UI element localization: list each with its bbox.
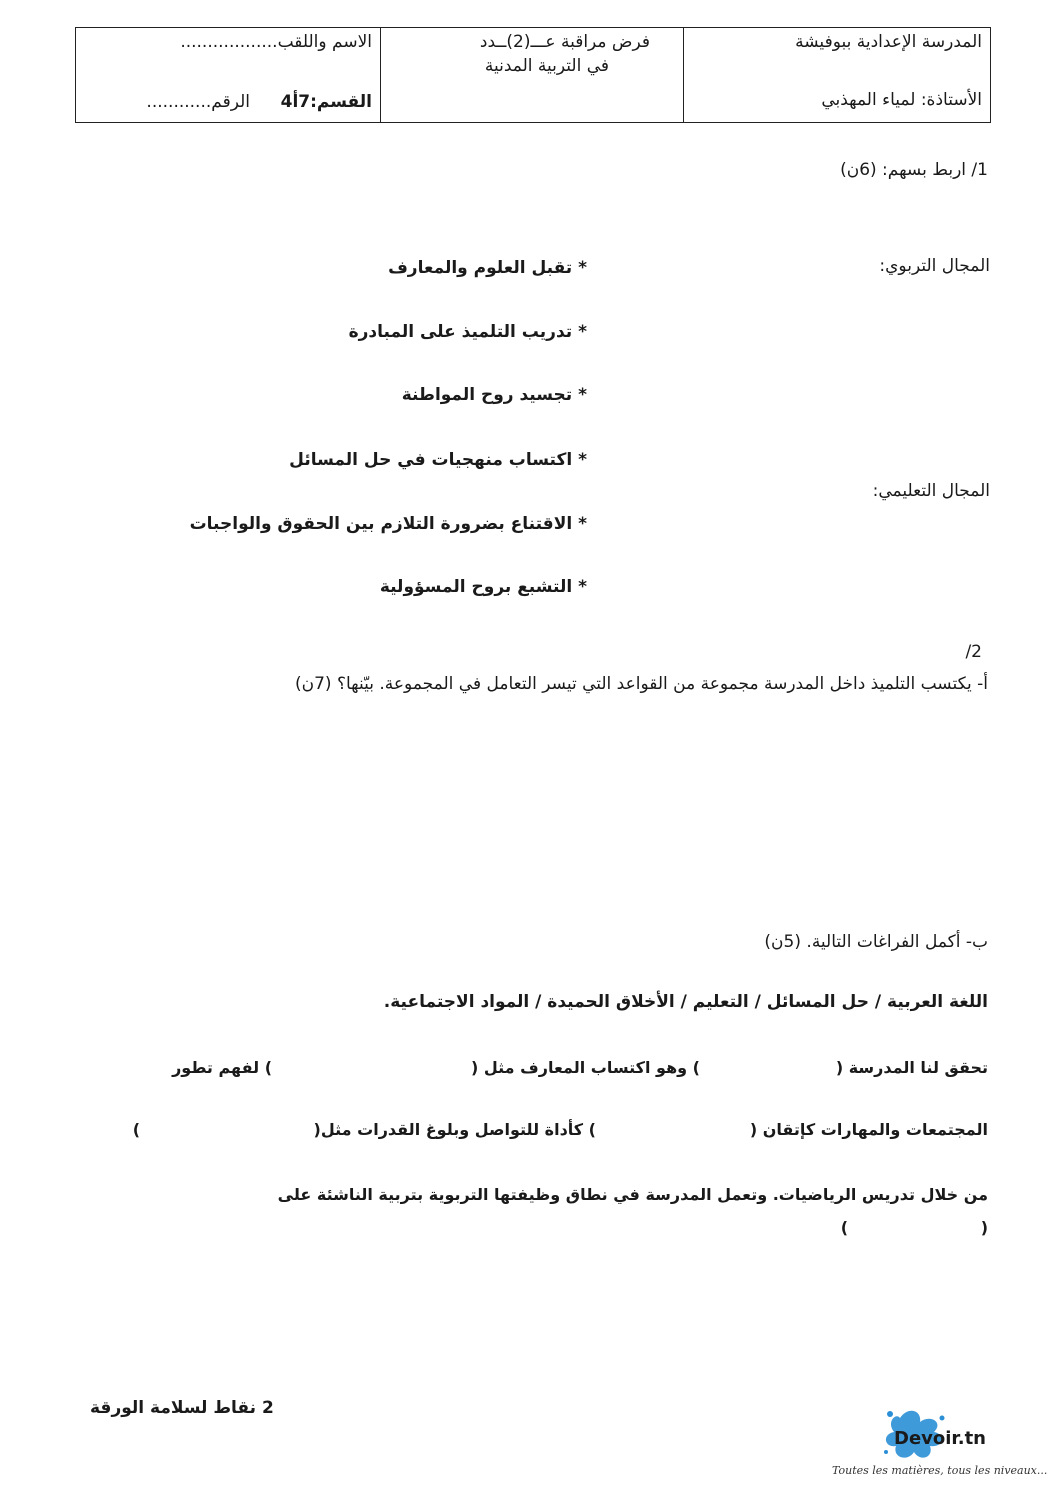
fill-line1-b: ) وهو اكتساب المعارف مثل ( xyxy=(470,1058,700,1077)
exam-subject: في التربية المدنية xyxy=(484,56,609,76)
footer-note: 2 نقاط لسلامة الورقة xyxy=(90,1398,274,1418)
q2-part-a: أ- يكتسب التلميذ داخل المدرسة مجموعة من القواعد التي تيسر التعامل في المجموعة. بيّنها؟ (7ن) xyxy=(294,674,988,694)
number-field: الرقم............ xyxy=(146,92,250,112)
word-bank: اللغة العربية / حل المسائل / التعليم / الأخلاق الحميدة / المواد الاجتماعية. xyxy=(383,992,988,1012)
domain-instructional: المجال التعليمي: xyxy=(872,481,990,501)
fill-line2-a: المجتمعات والمهارات كإتقان ( xyxy=(749,1120,988,1139)
q1-item: * تدريب التلميذ على المبادرة xyxy=(348,322,587,342)
teacher-name: الأستاذة: لمياء المهذبي xyxy=(821,90,982,110)
fill-line2-c: ) xyxy=(132,1120,140,1139)
fill-line2-b: ) كأداة للتواصل وبلوغ القدرات مثل( xyxy=(313,1120,596,1139)
fill-line3: من خلال تدريس الرياضيات. وتعمل المدرسة في نطاق وظيفتها التربوية بتربية الناشئة على xyxy=(277,1185,988,1204)
q1-item: * اكتساب منهجيات في حل المسائل xyxy=(289,450,587,470)
class-field: القسم:7أ4 xyxy=(280,92,372,112)
header-school-cell xyxy=(683,28,990,122)
school-name: المدرسة الإعدادية ببوفيشة xyxy=(795,32,982,52)
exam-title: فرض مراقبة عـــ(2)ــدد xyxy=(479,32,650,52)
q1-title: 1/ اربط بسهم: (6ن) xyxy=(840,160,988,180)
devoir-logo xyxy=(830,1400,1048,1490)
header-table xyxy=(75,27,991,123)
q2-part-b-title: ب- أكمل الفراغات التالية. (5ن) xyxy=(764,932,988,952)
domain-educational: المجال التربوي: xyxy=(879,256,990,276)
q1-item: * التشبع بروح المسؤولية xyxy=(379,577,587,597)
fill-line4-a: ( xyxy=(980,1218,988,1237)
q2-number: 2/ xyxy=(965,642,982,662)
logo-text: Devoir.tn xyxy=(894,1428,986,1449)
fill-line1-a: تحقق لنا المدرسة ( xyxy=(835,1058,988,1077)
fill-line4-b: ) xyxy=(840,1218,848,1237)
logo-tagline: Toutes les matières, tous les niveaux... xyxy=(832,1464,1048,1477)
fill-line1-c: ) لفهم تطور xyxy=(172,1058,272,1077)
q1-item: * الاقتناع بضرورة التلازم بين الحقوق والواجبات xyxy=(189,514,587,534)
header-student-cell xyxy=(76,28,380,122)
name-field: الاسم واللقب.................. xyxy=(180,32,372,52)
q1-item: * تقبل العلوم والمعارف xyxy=(388,258,587,278)
q1-item: * تجسيد روح المواطنة xyxy=(401,385,587,405)
header-exam-cell xyxy=(380,28,683,122)
